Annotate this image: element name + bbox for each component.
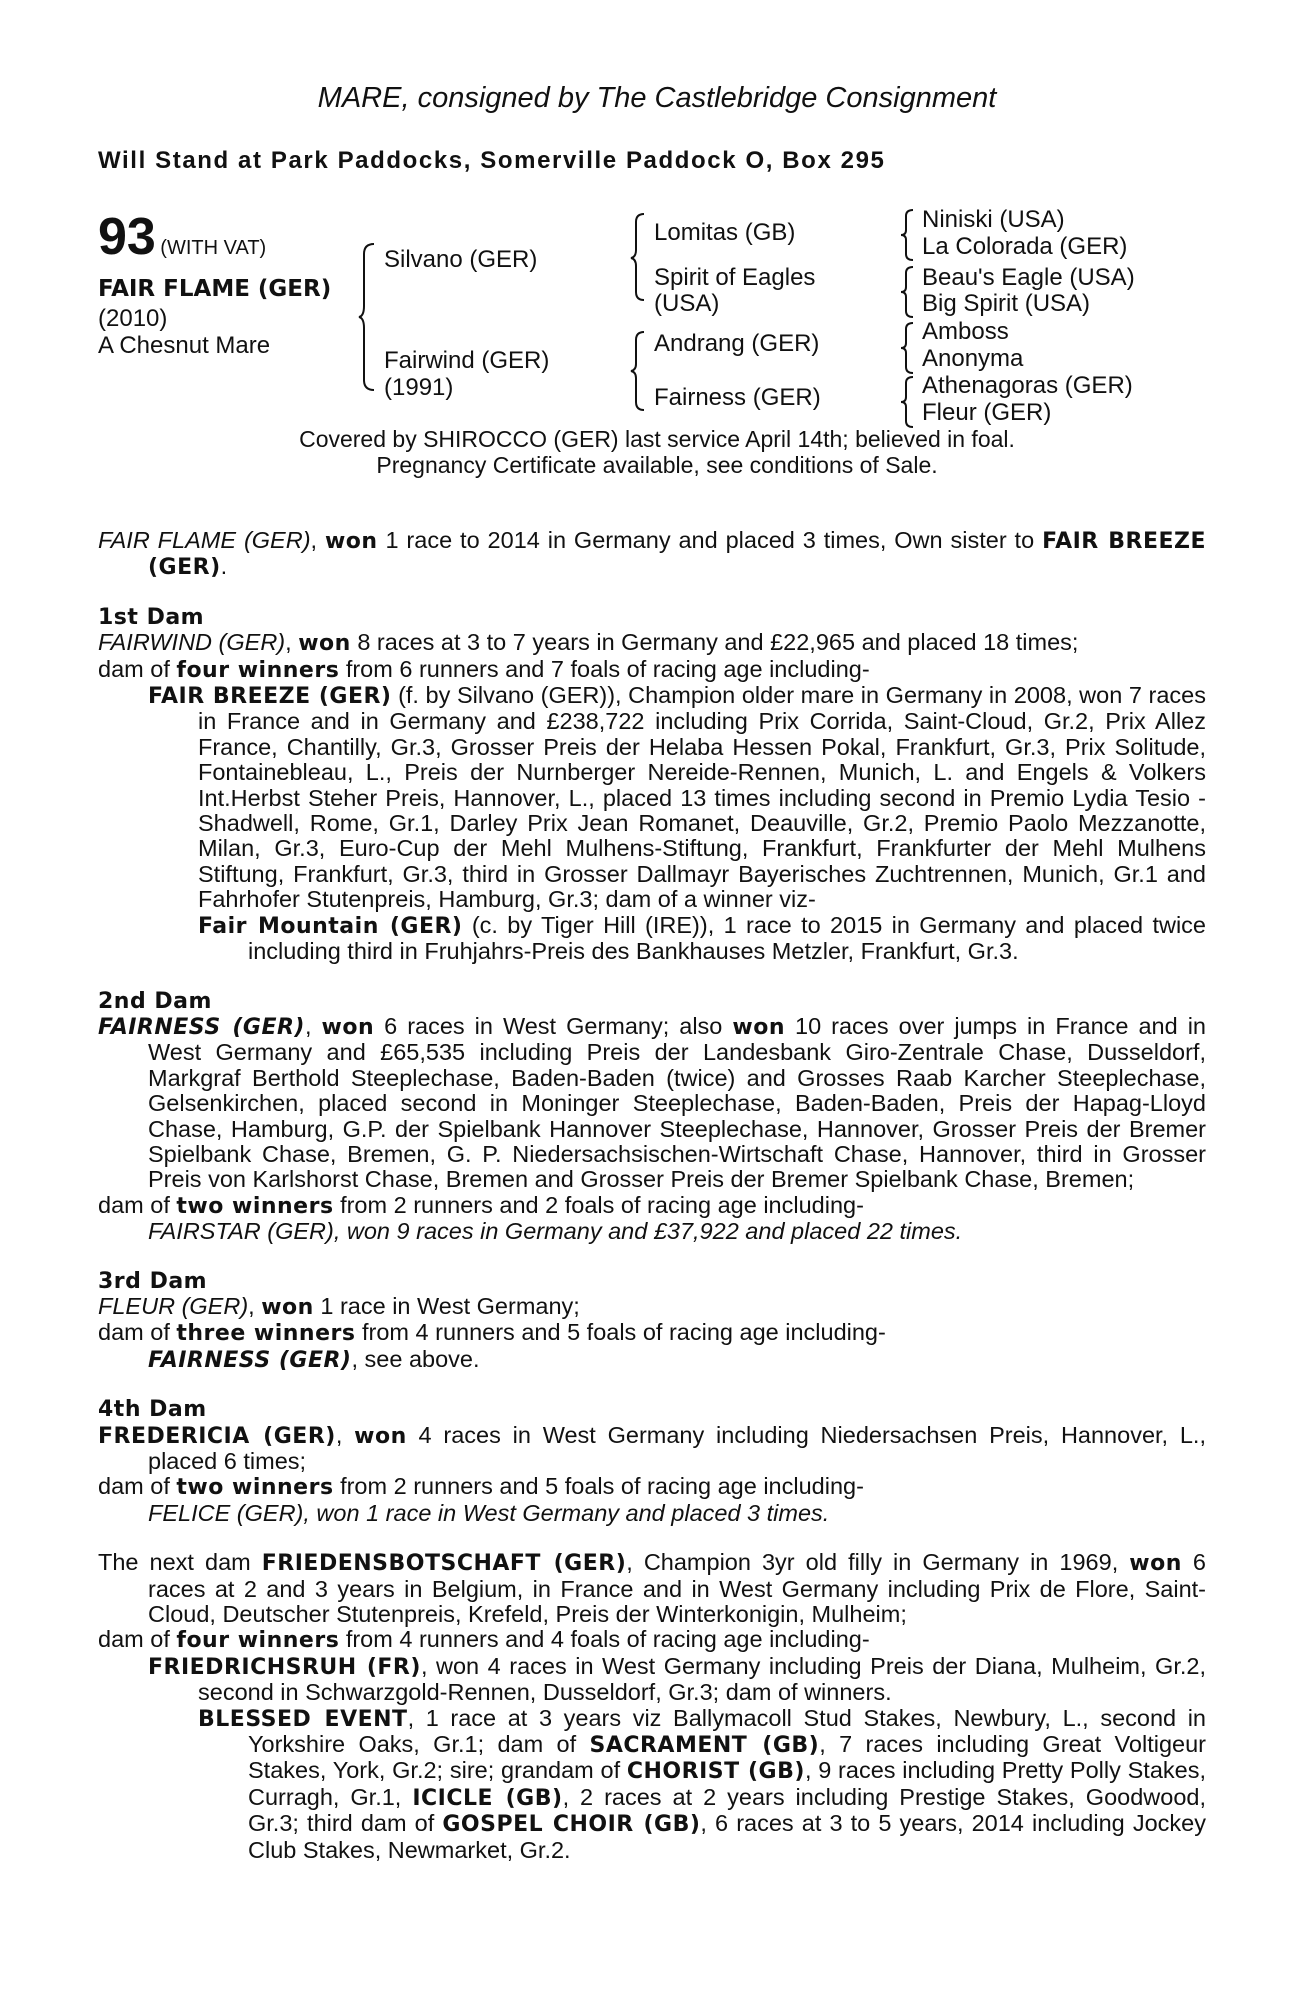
first-dam-record: FAIRWIND (GER), won 8 races at 3 to 7 years in Germany and £22,965 and placed 18 times; xyxy=(98,629,1079,657)
third-dam-heading: 3rd Dam xyxy=(98,1268,208,1294)
third-dam-record: FLEUR (GER), won 1 race in West Germany; xyxy=(98,1292,580,1320)
pedigree-brace-dam xyxy=(630,330,648,412)
gen4-item: La Colorada (GER) xyxy=(922,233,1128,260)
gen4-item: Fleur (GER) xyxy=(922,399,1052,426)
pedigree-brace-g4b xyxy=(900,265,916,319)
covered-line: Covered by SHIROCCO (GER) last service April 14th; believed in foal. xyxy=(299,426,1015,452)
third-dam-produce: dam of three winners from 4 runners and 5 foals of racing age including- xyxy=(98,1319,886,1347)
progeny-entry: FELICE (GER), won 1 race in West Germany and placed 3 times. xyxy=(148,1499,830,1526)
fourth-dam-produce: dam of two winners from 2 runners and 5 foals of racing age including- xyxy=(98,1473,864,1501)
horse-description: A Chesnut Mare xyxy=(98,332,271,359)
gen4-item: Big Spirit (USA) xyxy=(922,290,1091,317)
horse-name: FAIR FLAME (GER) xyxy=(98,276,332,302)
lot-number: 93 xyxy=(98,208,156,266)
progeny-entry: BLESSED EVENT, 1 race at 3 years viz Ballymacoll Stud Stakes, Newbury, L., second in Yorkshire Oaks, Gr.1; dam of SACRAMENT (GB), 7 races including Great Voltigeur Stakes, York, Gr.2; sire; grandam of CHORIST (GB), 9 races including Pretty Polly Stakes, Curragh, Gr.1, ICICLE (GB), 2 races at 2 years including Prestige Stakes, Goodwood, Gr.3; third dam of GOSPEL CHOIR (GB), 6 races at 3 to 5 years, 2014 including Jockey Club Stakes, Newmarket, Gr.2. xyxy=(198,1704,1207,1863)
gen4-item: Niniski (USA) xyxy=(922,206,1065,233)
sire-dam-line2: (USA) xyxy=(654,290,720,317)
gen4-item: Anonyma xyxy=(922,345,1024,372)
pedigree-brace-sire xyxy=(630,212,648,302)
vat-note: (WITH VAT) xyxy=(160,237,267,259)
dam-sire: Andrang (GER) xyxy=(654,330,820,357)
sire-sire: Lomitas (GB) xyxy=(654,219,796,246)
progeny-entry: Fair Mountain (GER) (c. by Tiger Hill (IRE)), 1 race to 2015 in Germany and placed twice including third in Fruhjahrs-Preis des Bankhauses Metzler, Frankfurt, Gr.3. xyxy=(198,911,1207,965)
dam-name: Fairwind (GER) xyxy=(384,347,550,374)
sire-dam-line1: Spirit of Eagles xyxy=(654,264,816,291)
pedigree-brace-g4c xyxy=(900,321,916,375)
sire: Silvano (GER) xyxy=(384,246,538,273)
next-dam-record: The next dam FRIEDENSBOTSCHAFT (GER), Champion 3yr old filly in Germany in 1969, won 6 races at 2 and 3 years in Belgium, in France and in West Germany including Prix de Flore, Saint-Cloud, Deutscher Stutenpreis, Krefeld, Preis der Winterkonigin, Mulheim; xyxy=(98,1549,1206,1628)
consignor-line: MARE, consigned by The Castlebridge Consignment xyxy=(317,82,997,114)
progeny-entry: FAIRSTAR (GER), won 9 races in Germany and £37,922 and placed 22 times. xyxy=(148,1218,963,1245)
gen4-item: Beau's Eagle (USA) xyxy=(922,264,1135,291)
progeny-entry: FAIR BREEZE (GER) (f. by Silvano (GER)), Champion older mare in Germany in 2008, won 7 races in France and in Germany and £238,722 including Prix Corrida, Saint-Cloud, Gr.2, Prix Allez France, Chantilly, Gr.3, Grosser Preis der Helaba Hessen Pokal, Frankfurt, Gr.3, Prix Solitude, Fontainebleau, L., Preis der Nurnberger Nereide-Rennen, Munich, L. and Engels & Volkers Int.Herbst Steher Preis, Hannover, L., placed 13 times including second in Premio Lydia Tesio - Shadwell, Rome, Gr.1, Darley Prix Jean Romanet, Deauville, Gr.2, Premio Paolo Mezzanotte, Milan, Gr.3, Euro-Cup der Mehl Mulhens-Stiftung, Frankfurt, Frankfurter der Mehl Mulhens Stiftung, Frankfurt, Gr.3, third in Grosser Dallmayr Bayerisches Zuchtrennen, Munich, Gr.1 and Fahrhofer Stutenpreis, Hamburg, Gr.3; dam of a winner viz- xyxy=(148,682,1207,913)
pedigree-brace-gen1 xyxy=(358,242,378,392)
first-dam-produce: dam of four winners from 6 runners and 7 foals of racing age including- xyxy=(98,655,870,683)
pregnancy-line: Pregnancy Certificate available, see conditions of Sale. xyxy=(376,452,938,478)
stabling-line: Will Stand at Park Paddocks, Somerville Paddock O, Box 295 xyxy=(98,147,886,174)
progeny-entry: FAIRNESS (GER), see above. xyxy=(148,1345,480,1373)
pedigree-brace-g4a xyxy=(900,208,916,262)
gen4-item: Athenagoras (GER) xyxy=(922,372,1133,399)
dam-dam: Fairness (GER) xyxy=(654,384,821,411)
fourth-dam-record: FREDERICIA (GER), won 4 races in West Germany including Niedersachsen Preis, Hannover, L., placed 6 times; xyxy=(98,1421,1206,1474)
second-dam-heading: 2nd Dam xyxy=(98,988,212,1014)
next-dam-produce: dam of four winners from 4 runners and 4 foals of racing age including- xyxy=(98,1626,870,1654)
fourth-dam-heading: 4th Dam xyxy=(98,1397,207,1423)
horse-year: (2010) xyxy=(98,305,168,332)
gen4-item: Amboss xyxy=(922,318,1009,345)
lot-block xyxy=(98,207,266,267)
intro-paragraph: FAIR FLAME (GER), won 1 race to 2014 in Germany and placed 3 times, Own sister to FAIR BREEZE (GER). xyxy=(98,527,1206,581)
first-dam-heading: 1st Dam xyxy=(98,604,205,630)
dam-year: (1991) xyxy=(384,374,454,401)
second-dam-produce: dam of two winners from 2 runners and 2 foals of racing age including- xyxy=(98,1191,864,1219)
catalogue-body xyxy=(98,528,1206,1863)
pedigree-brace-g4d xyxy=(900,375,916,429)
second-dam-record: FAIRNESS (GER), won 6 races in West Germany; also won 10 races over jumps in France and in West Germany and £65,535 including Preis der Landesbank Giro-Zentrale Chase, Dusseldorf, Markgraf Berthold Steeplechase, Baden-Baden (twice) and Grosses Raab Karcher Steeplechase, Gelsenkirchen, placed second in Moninger Steeplechase, Baden-Baden, Preis der Hapag-Lloyd Chase, Hamburg, G.P. der Spielbank Hannover Steeplechase, Hannover, Grosser Preis der Bremer Spielbank Chase, Bremen, G. P. Niedersachsischen-Wirtschaft Chase, Hannover, third in Grosser Preis von Karlshorst Chase, Bremen and Grosser Preis der Bremer Spielbank Chase, Bremen; xyxy=(98,1012,1206,1193)
progeny-entry: FRIEDRICHSRUH (FR), won 4 races in West Germany including Preis der Diana, Mulheim, Gr.2, second in Schwarzgold-Rennen, Dusseldorf, Gr.3; dam of winners. xyxy=(148,1652,1206,1706)
